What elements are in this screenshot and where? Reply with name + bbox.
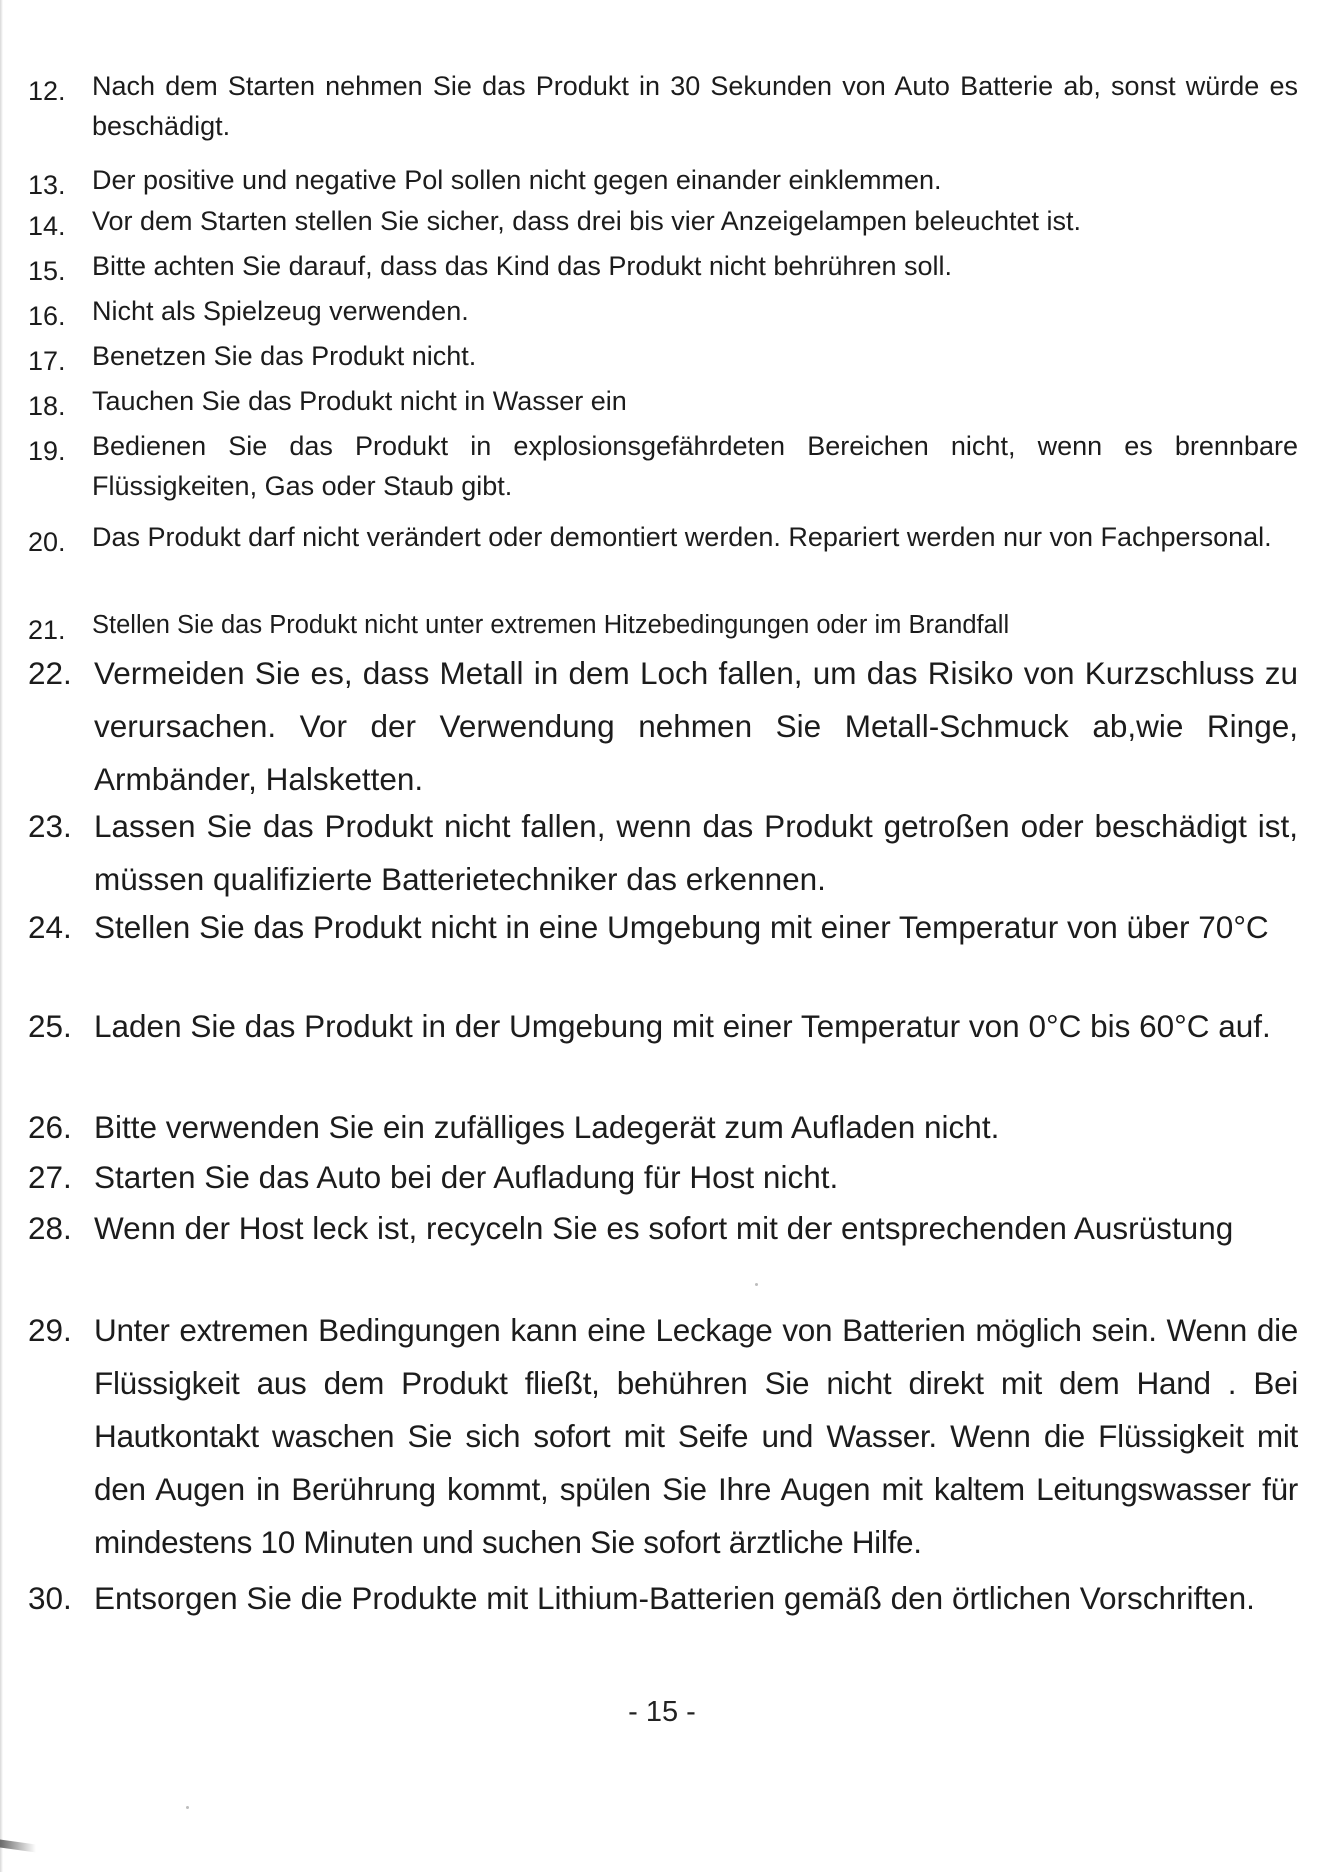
list-item <box>28 426 1298 506</box>
list-item <box>28 517 1298 562</box>
scan-dust <box>186 1806 189 1809</box>
item-number: 15. <box>28 256 66 286</box>
item-number: 24. <box>28 909 72 945</box>
item-text: Das Produkt darf nicht verändert oder demontiert werden. Repariert werden nur von Fachpersonal. <box>92 522 1272 552</box>
item-number: 13. <box>28 170 66 200</box>
item-text: Unter extremen Bedingungen kann eine Leckage von Batterien möglich sein. Wenn die Flüssigkeit aus dem Produkt fließt, behühren Sie nicht direkt mit dem Hand . Bei Hautkontakt waschen Sie sich sofort mit Seife und Wasser. Wenn die Flüssigkeit mit den Augen in Berührung kommt, spülen Sie Ihre Augen mit kaltem Leitungswasser für mindestens 10 Minuten und suchen Sie sofort ärztliche Hilfe. <box>94 1312 1298 1560</box>
page-number: - 15 - <box>628 1696 696 1728</box>
item-text: Der positive und negative Pol sollen nicht gegen einander einklemmen. <box>92 165 942 195</box>
item-text: Benetzen Sie das Produkt nicht. <box>92 341 477 371</box>
list-item <box>28 605 1298 650</box>
list-item <box>28 800 1298 906</box>
list-item <box>28 66 1298 146</box>
list-item <box>28 246 1298 291</box>
item-text: Laden Sie das Produkt in der Umgebung mit einer Temperatur von 0°C bis 60°C auf. <box>94 1008 1271 1044</box>
list-item <box>28 1000 1298 1053</box>
item-text: Bitte achten Sie darauf, dass das Kind das Produkt nicht behrühren soll. <box>92 251 953 281</box>
item-text: Bedienen Sie das Produkt in explosionsgefährdeten Bereichen nicht, wenn es brennbare Flüssigkeiten, Gas oder Staub gibt. <box>92 431 1298 501</box>
list-item <box>28 1572 1298 1625</box>
list-item <box>28 1101 1298 1154</box>
scan-artifact <box>0 1839 36 1852</box>
list-item <box>28 1304 1298 1569</box>
scan-dust <box>755 1283 758 1286</box>
list-item <box>28 336 1298 381</box>
item-number: 14. <box>28 211 66 241</box>
item-text: Vor dem Starten stellen Sie sicher, dass drei bis vier Anzeigelampen beleuchtet ist. <box>92 206 1082 236</box>
item-number: 26. <box>28 1109 72 1145</box>
item-text: Wenn der Host leck ist, recyceln Sie es sofort mit der entsprechenden Ausrüstung <box>94 1210 1234 1246</box>
item-number: 22. <box>28 655 72 691</box>
item-text: Entsorgen Sie die Produkte mit Lithium-Batterien gemäß den örtlichen Vorschriften. <box>94 1580 1255 1616</box>
item-number: 17. <box>28 346 66 376</box>
item-text: Nicht als Spielzeug verwenden. <box>92 296 469 326</box>
item-number: 18. <box>28 391 66 421</box>
item-text: Lassen Sie das Produkt nicht fallen, wenn das Produkt getroßen oder beschädigt ist, müssen qualifizierte Batterietechniker das erkennen. <box>94 808 1298 897</box>
item-text: Tauchen Sie das Produkt nicht in Wasser ein <box>92 386 627 416</box>
item-number: 27. <box>28 1159 72 1195</box>
list-item <box>28 381 1298 426</box>
list-item <box>28 901 1298 954</box>
scan-edge <box>0 0 3 1872</box>
item-number: 23. <box>28 808 72 844</box>
item-text: Starten Sie das Auto bei der Aufladung für Host nicht. <box>94 1159 839 1195</box>
item-number: 25. <box>28 1008 72 1044</box>
item-text: Vermeiden Sie es, dass Metall in dem Loch fallen, um das Risiko von Kurzschluss zu verursachen. Vor der Verwendung nehmen Sie Metall-Schmuck ab,wie Ringe, Armbänder, Halsketten. <box>94 655 1298 797</box>
item-text: Bitte verwenden Sie ein zufälliges Ladegerät zum Aufladen nicht. <box>94 1109 1000 1145</box>
item-number: 28. <box>28 1210 72 1246</box>
item-text: Nach dem Starten nehmen Sie das Produkt in 30 Sekunden von Auto Batterie ab, sonst würde es beschädigt. <box>92 71 1298 141</box>
list-item <box>28 1151 1298 1204</box>
item-text: Stellen Sie das Produkt nicht unter extremen Hitzebedingungen oder im Brandfall <box>92 611 1010 639</box>
item-text: Stellen Sie das Produkt nicht in eine Umgebung mit einer Temperatur von über 70°C <box>94 909 1269 945</box>
list-item <box>28 291 1298 336</box>
item-number: 29. <box>28 1312 72 1348</box>
list-item <box>28 1202 1298 1255</box>
item-number: 20. <box>28 527 66 557</box>
item-number: 21. <box>28 615 66 645</box>
list-item <box>28 160 1298 205</box>
item-number: 16. <box>28 301 66 331</box>
item-number: 12. <box>28 76 66 106</box>
list-item <box>28 201 1298 246</box>
list-item <box>28 647 1298 806</box>
item-number: 19. <box>28 436 66 466</box>
item-number: 30. <box>28 1580 72 1616</box>
